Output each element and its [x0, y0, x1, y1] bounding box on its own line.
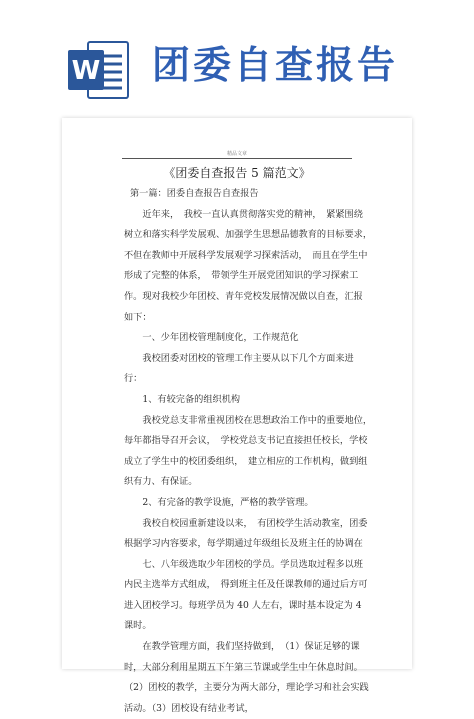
document-title: 《团委自查报告 5 篇范文》 [163, 166, 311, 180]
header-divider [122, 158, 352, 159]
body-paragraph: 我校党总支非常重视团校在思想政治工作中的重要地位， 每年都指导召开会议， 学校党总支书记直接担任校长，学校成立了学生中的校团委组织， 建立相应的工作机构，做到组织有力、有保证。 [124, 414, 377, 488]
page-header-text: 精品文章 [226, 151, 247, 157]
body-paragraph: 七、八年级选取少年团校的学员。学员选取过程多以班内民主选举方式组成， 得到班主任及任课教师的通过后方可进入团校学习。每班学员为 40 人左右，课时基本设定为 4 课时。 [124, 558, 368, 632]
body-paragraph: 第一篇：团委自查报告自查报告 [130, 188, 259, 199]
body-paragraph: 近年来， 我校一直认真贯彻落实党的精神， 紧紧围绕树立和落实科学发展观、加强学生思想品德教育的目标要求， 不但在教师中开展科学发展观学习探索活动， 而且在学生中形成了完整的体系， 带领学生开展党团知识的学习探索工作。现对我校少年团校、青年党校发展情况做以自查，汇报如下： [124, 208, 377, 323]
body-paragraph: 1、有较完备的组织机构 [142, 393, 241, 405]
document-page [62, 118, 412, 714]
banner [0, 0, 474, 112]
body-paragraph: 一、少年团校管理制度化，工作规范化 [142, 332, 299, 344]
banner-title: 团委自查报告 [152, 43, 399, 87]
body-paragraph: 2、有完备的教学设施，严格的教学管理。 [142, 496, 314, 508]
body-paragraph: 我校自校园重新建设以来， 有团校学生活动教室，团委根据学习内容要求，每学期通过年级组长及班主任的协调在 [124, 517, 368, 550]
body-paragraph: 在教学管理方面，我们坚持做到， （1）保证足够的课时，大部分利用星期五下午第三节课或学生中午休息时间。（2）团校的教学，主要分为两大部分，理论学习和社会实践活动。（3）团校设有结业考试， [124, 641, 369, 714]
document-body [124, 184, 377, 719]
word-icon-letter: W [71, 56, 101, 86]
body-paragraph: 我校团委对团校的管理工作主要从以下几个方面来进行： [124, 352, 354, 385]
word-document-icon [66, 38, 130, 102]
